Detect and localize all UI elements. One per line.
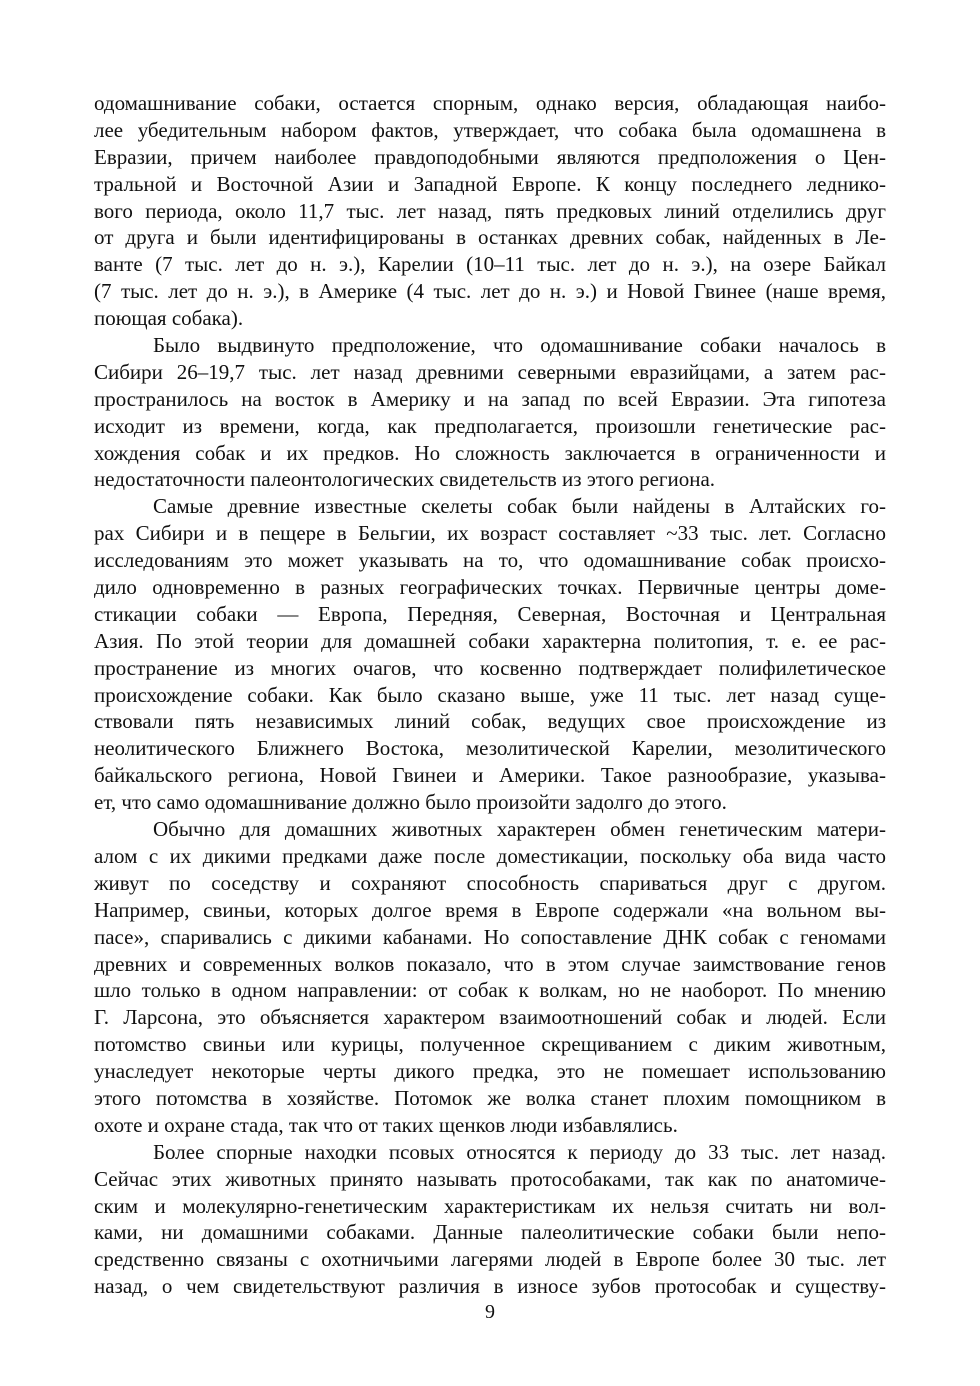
text-line: Самые древние известные скелеты собак были найдены в Алтайских го- <box>153 494 886 519</box>
text-line: Сибири 26–19,7 тыс. лет назад древними северными евразийцами, а затем рас- <box>94 359 886 384</box>
text-line: ским и молекулярно-генетическим характеристикам их нельзя считать ни вол- <box>94 1193 886 1218</box>
text-line: недостаточности палеонтологических свидетельств из этого региона. <box>94 467 716 492</box>
text-line: Г. Ларсона, это объясняется характером взаимоотношений собак и людей. Если <box>94 1005 886 1030</box>
text-line: поющая собака). <box>94 306 244 331</box>
paragraph-1 <box>94 90 886 332</box>
text-line: вого периода, около 11,7 тыс. лет назад, пять предковых линий отделились друг <box>94 198 886 223</box>
text-line: тральной и Восточной Азии и Западной Европе. К концу последнего леднико- <box>94 171 886 196</box>
text-line: одомашнивание собаки, остается спорным, однако версия, обладающая наибо- <box>94 91 886 115</box>
text-line: байкальского региона, Новой Гвинеи и Америки. Такое разнообразие, указыва- <box>94 763 886 788</box>
text-line: происхождение собаки. Как было сказано выше, уже 11 тыс. лет назад суще- <box>94 682 886 707</box>
text-line: (7 тыс. лет до н. э.), в Америке (4 тыс. лет до н. э.) и Новой Гвинее (наше время, <box>94 279 886 304</box>
text-line: хождения собак и их предков. Но сложность заключается в ограниченности и <box>94 440 886 465</box>
text-line: ками, ни домашними собаками. Данные палеолитические собаки были непо- <box>94 1220 886 1245</box>
text-line: исследованиям это может указывать на то, что одомашнивание собак происхо- <box>94 548 886 573</box>
text-line: этого потомства в хозяйстве. Потомок же волка станет плохим помощником в <box>94 1085 886 1110</box>
paragraph-2 <box>94 332 886 493</box>
text-line: рах Сибири и в пещере в Бельгии, их возраст составляет ~33 тыс. лет. Согласно <box>94 521 886 546</box>
text-line: ет, что само одомашнивание должно было произойти задолго до этого. <box>94 790 727 815</box>
text-line: алом с их дикими предками даже после доместикации, поскольку оба вида часто <box>94 843 886 868</box>
text-line: пространилось на восток в Америку и на запад по всей Евразии. Эта гипотеза <box>94 386 886 411</box>
text-line: Сейчас этих животных принято называть протособаками, так как по анатомиче- <box>94 1166 886 1191</box>
text-line: Обычно для домашних животных характерен обмен генетическим матери- <box>153 817 886 842</box>
text-line: пасе», спаривались с дикими кабанами. Но сопоставление ДНК собак с геномами <box>94 924 886 949</box>
text-line: живут по соседству и сохраняют способность спариваться друг с другом. <box>94 870 886 895</box>
text-line: лее убедительным набором фактов, утверждает, что собака была одомашнена в <box>94 117 886 142</box>
text-line: дило одновременно в разных географических точках. Первичные центры доме- <box>94 575 886 600</box>
text-line: Азия. По этой теории для домашней собаки характерна политопия, т. е. ее рас- <box>94 628 886 653</box>
paragraph-5 <box>94 1139 886 1300</box>
text-line: древних и современных волков показало, что в этом случае заимствование генов <box>94 951 886 976</box>
text-line: Евразии, причем наиболее правдоподобными являются предположения о Цен- <box>94 144 886 169</box>
text-line: охоте и охране стада, так что от таких щенков люди избавлялись. <box>94 1112 678 1137</box>
document-body <box>94 90 886 1300</box>
paragraph-4 <box>94 816 886 1139</box>
text-line: Было выдвинуто предположение, что одомашнивание собаки началось в <box>153 333 886 358</box>
text-line: от друга и были идентифицированы в останках древних собак, найденных в Ле- <box>94 225 886 250</box>
text-line: стикации собаки — Европа, Передняя, Северная, Восточная и Центральная <box>94 601 886 626</box>
text-line: неолитического Ближнего Востока, мезолитической Карелии, мезолитического <box>94 736 886 761</box>
text-line: Например, свиньи, которых долгое время в Европе содержали «на вольном вы- <box>94 897 886 922</box>
text-line: унаследует некоторые черты дикого предка, это не помешает использованию <box>94 1059 886 1084</box>
text-line: пространение из многих очагов, что косвенно подтверждает полифилетическое <box>94 655 886 680</box>
text-line: средственно связаны с охотничьими лагерями людей в Европе более 30 тыс. лет <box>94 1247 886 1272</box>
text-line: назад, о чем свидетельствуют различия в износе зубов протособак и существу- <box>94 1274 886 1299</box>
paragraph-3 <box>94 493 886 816</box>
text-line: шло только в одном направлении: от собак к волкам, но не наоборот. По мнению <box>94 978 886 1003</box>
text-line: исходит из времени, когда, как предполагается, произошли генетические рас- <box>94 413 886 438</box>
page-number: 9 <box>485 1301 495 1323</box>
text-line: ванте (7 тыс. лет до н. э.), Карелии (10–11 тыс. лет до н. э.), на озере Байкал <box>94 252 886 277</box>
text-line: ствовали пять независимых линий собак, ведущих свое происхождение из <box>94 709 886 734</box>
text-line: Более спорные находки псовых относятся к периоду до 33 тыс. лет назад. <box>153 1139 886 1164</box>
text-line: потомство свиньи или курицы, полученное скрещиванием с диким животным, <box>94 1032 886 1057</box>
